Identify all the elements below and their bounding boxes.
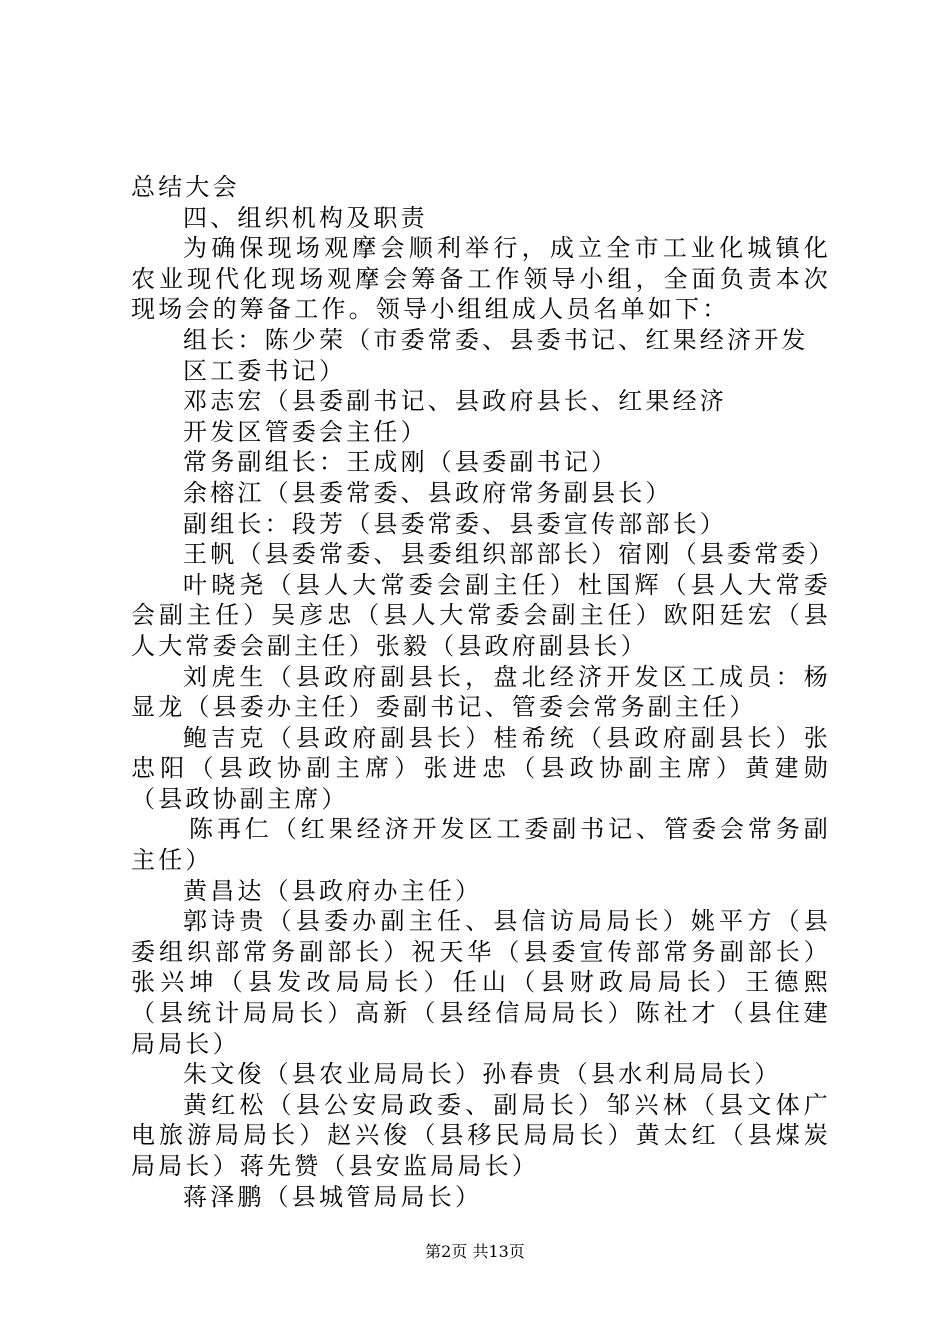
paragraph-p03: 为确保现场观摩会顺利举行，成立全市工业化城镇化农业现代化现场观摩会筹备工作领导小组，全面负责本次现场会的筹备工作。领导小组组成人员名单如下： — [131, 234, 831, 324]
paragraph-p09: 余榕江（县委常委、县政府常务副县长） — [183, 478, 673, 507]
paragraph-p17: 郭诗贵（县委办副主任、县信访局局长）姚平方（县委组织部常务副部长）祝天华（县委宣传部常务副部长）张兴坤（县发改局局长）任山（县财政局局长）王德熙（县统计局局长）高新（县经信局局长）陈社才（县住建局局长） — [131, 907, 831, 1058]
paragraph-p08: 常务副组长：王成刚（县委副书记） — [183, 448, 619, 477]
paragraph-p01: 总结大会 — [131, 173, 240, 201]
paragraph-p02: 四、组织机构及职责 — [183, 203, 428, 232]
paragraph-p16: 黄昌达（县政府办主任） — [183, 876, 483, 905]
paragraph-p11: 王帆（县委常委、县委组织部部长）宿刚（县委常委） — [183, 540, 836, 569]
paragraph-p06: 邓志宏（县委副书记、县政府县长、红果经济 — [183, 387, 727, 416]
paragraph-p14: 鲍吉克（县政府副县长）桂希统（县政府副县长）张忠阳（县政协副主席）张进忠（县政协副主席）黄建勋（县政协副主席） — [131, 723, 831, 813]
paragraph-p12: 叶晓尧（县人大常委会副主任）杜国辉（县人大常委会副主任）吴彦忠（县人大常委会副主任）欧阳廷宏（县人大常委会副主任）张毅（县政府副县长） — [131, 570, 831, 660]
paragraph-p13: 刘虎生（县政府副县长，盘北经济开发区工成员：杨显龙（县委办主任）委副书记、管委会常务副主任） — [131, 662, 831, 722]
paragraph-p05: 区工委书记） — [183, 356, 347, 385]
paragraph-p07: 开发区管委会主任） — [183, 417, 428, 446]
paragraph-p10: 副组长：段芳（县委常委、县委宣传部部长） — [183, 509, 727, 538]
paragraph-p15: 陈再仁（红果经济开发区工委副书记、管委会常务副主任） — [131, 815, 831, 875]
paragraph-p20: 蒋泽鹏（县城管局局长） — [183, 1182, 483, 1211]
document-body — [131, 172, 836, 1212]
paragraph-p18: 朱文俊（县农业局局长）孙春贵（县水利局局长） — [183, 1060, 782, 1089]
paragraph-p19: 黄红松（县公安局政委、副局长）邹兴林（县文体广电旅游局局长）赵兴俊（县移民局局长）黄太红（县煤炭局局长）蒋先赞（县安监局局长） — [131, 1090, 831, 1180]
page-footer: 第2页 共13页 — [425, 1242, 525, 1261]
paragraph-p04: 组长：陈少荣（市委常委、县委书记、红果经济开发 — [183, 325, 809, 354]
